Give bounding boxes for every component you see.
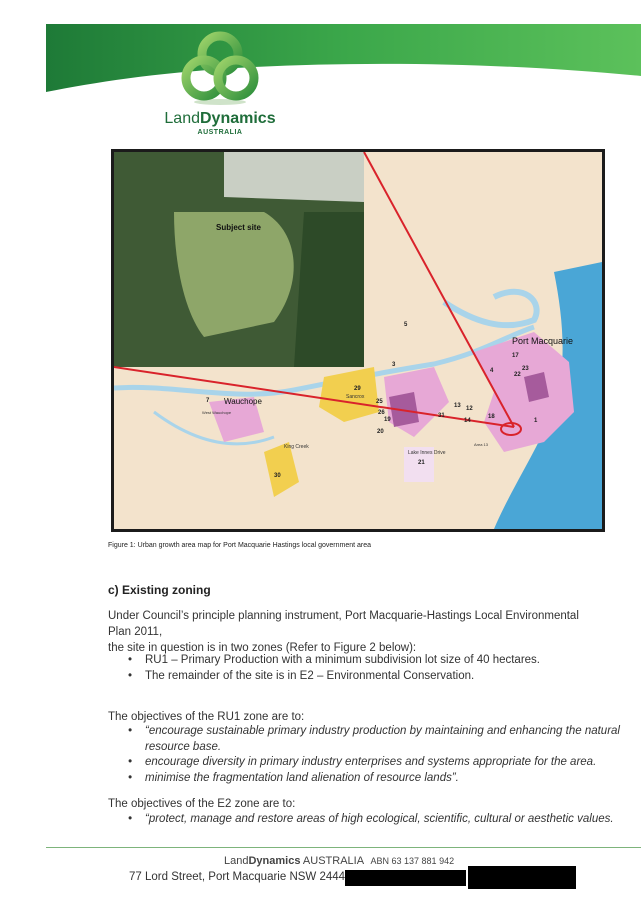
area-number: 25 xyxy=(376,399,383,405)
e2-objectives-list xyxy=(128,812,614,828)
area-number: 20 xyxy=(377,429,384,435)
area-number: 4 xyxy=(490,368,494,374)
urban-growth-map-figure xyxy=(111,149,605,532)
logo-subtitle: AUSTRALIA xyxy=(197,129,243,136)
list-item: • “protect, manage and restore areas of high ecological, scientific, cultural or aesthetic values. xyxy=(128,812,614,828)
list-item: • minimise the fragmentation land alienation of resource lands”. xyxy=(128,771,620,787)
zone-list xyxy=(128,653,540,684)
company-logo xyxy=(150,28,290,140)
figure-caption: Figure 1: Urban growth area map for Port Macquarie Hastings local government area xyxy=(108,542,372,549)
area-number: 23 xyxy=(522,366,529,372)
area-number: 18 xyxy=(488,414,495,420)
lake-innes-label: Lake Innes Drive xyxy=(408,450,446,456)
section-heading: c) Existing zoning xyxy=(108,583,211,597)
footer-abn: ABN 63 137 881 942 xyxy=(370,856,455,866)
area-number: 30 xyxy=(274,473,281,479)
footer-brand-line xyxy=(224,855,454,867)
redaction-box xyxy=(468,866,576,889)
map-image xyxy=(114,152,602,529)
king-creek-label: King Creek xyxy=(284,444,309,450)
list-item xyxy=(128,724,620,755)
area-13-label: Area 13 xyxy=(474,442,489,447)
sancrox-label: Sancrox xyxy=(346,394,365,400)
subject-site-label: Subject site xyxy=(216,223,261,232)
area-number: 31 xyxy=(438,413,445,419)
list-item: • RU1 – Primary Production with a minimum subdivision lot size of 40 hectares. xyxy=(128,653,540,669)
west-wauchope-label: West Wauchope xyxy=(202,410,232,415)
footer-address: 77 Lord Street, Port Macquarie NSW 2444 xyxy=(129,871,346,883)
footer-divider xyxy=(46,847,641,848)
area-number: 22 xyxy=(514,372,521,378)
area-number: 19 xyxy=(384,417,391,423)
area-number: 26 xyxy=(378,410,385,416)
area-number: 5 xyxy=(404,322,408,328)
area-number: 1 xyxy=(534,418,538,424)
ru1-objectives-intro: The objectives of the RU1 zone are to: xyxy=(108,711,305,723)
area-number: 14 xyxy=(464,418,471,424)
area-number: 12 xyxy=(466,406,473,412)
area-number: 3 xyxy=(392,362,396,368)
e2-objectives-intro: The objectives of the E2 zone are to: xyxy=(108,798,296,810)
wauchope-label: Wauchope xyxy=(224,397,262,406)
logo-wordmark: LandDynamics xyxy=(164,110,276,127)
area-number: 7 xyxy=(206,398,210,404)
header-green-band xyxy=(46,24,641,94)
area-number: 21 xyxy=(418,460,425,466)
knot-logo-icon xyxy=(178,28,262,106)
list-item: • encourage diversity in primary industry enterprises and systems appropriate for the area. xyxy=(128,755,620,771)
area-number: 17 xyxy=(512,353,519,359)
footer-brand: LandDynamics AUSTRALIA xyxy=(224,855,364,867)
list-item: • The remainder of the site is in E2 – Environmental Conservation. xyxy=(128,669,540,685)
area-number: 13 xyxy=(454,403,461,409)
port-macquarie-label: Port Macquarie xyxy=(512,336,574,346)
objective-text: “encourage sustainable primary industry production by maintaining and enhancing the natural xyxy=(145,725,620,737)
zoning-intro xyxy=(108,608,603,656)
objective-text: resource base. xyxy=(145,740,222,753)
redaction-box xyxy=(345,870,466,886)
area-number: 29 xyxy=(354,386,361,392)
zoning-intro-line: Under Council’s principle planning instrument, Port Macquarie-Hastings Local Environmental Plan 2011, xyxy=(108,610,579,638)
ru1-objectives-list xyxy=(128,724,620,786)
zoning-intro-line: the site in question is in two zones (Refer to Figure 2 below): xyxy=(108,642,417,654)
